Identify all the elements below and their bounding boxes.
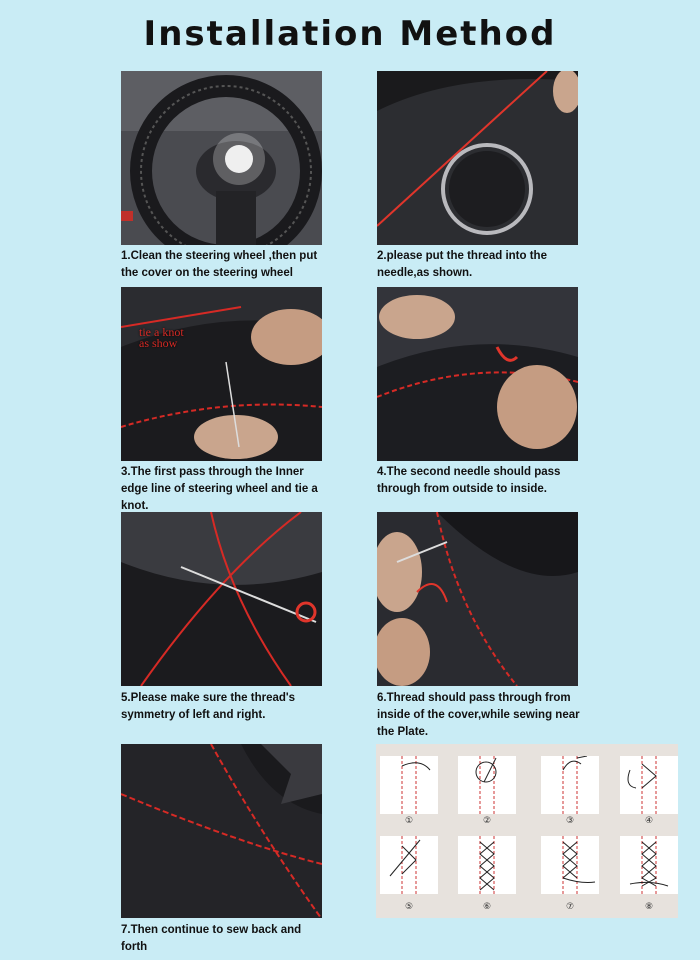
step-3-caption: 3.The first pass through the Inner edge line of steering wheel and tie a knot.	[121, 466, 318, 512]
stitching-diagram	[376, 744, 678, 918]
diagram-step-5	[380, 836, 438, 894]
tie-knot-overlay: tie a knot as show	[139, 325, 184, 350]
diagram-step-3	[541, 756, 599, 814]
step-3-photo	[121, 287, 322, 461]
diagram-number-8: ⑧	[644, 902, 654, 912]
diagram-step-6	[458, 836, 516, 894]
page-title: Installation Method	[143, 14, 557, 54]
diagram-number-3: ③	[565, 816, 575, 826]
diagram-number-1: ①	[404, 816, 414, 826]
step-7-photo	[121, 744, 322, 918]
step-5-caption: 5.Please make sure the thread's symmetry of left and right.	[121, 692, 296, 721]
step-7-caption: 7.Then continue to sew back and forth	[121, 924, 302, 953]
step-6-photo	[377, 512, 578, 686]
step-2-caption: 2.please put the thread into the needle,as shown.	[377, 250, 547, 279]
diagram-number-4: ④	[644, 816, 654, 826]
step-1-photo	[121, 71, 322, 245]
step-6-caption: 6.Thread should pass through from inside of the cover,while sewing near the Plate.	[377, 692, 580, 738]
diagram-number-5: ⑤	[404, 902, 414, 912]
diagram-number-2: ②	[482, 816, 492, 826]
step-2-photo	[377, 71, 578, 245]
diagram-step-1	[380, 756, 438, 814]
step-5-photo	[121, 512, 322, 686]
step-4-photo	[377, 287, 578, 461]
diagram-number-7: ⑦	[565, 902, 575, 912]
step-4-caption: 4.The second needle should pass through from outside to inside.	[377, 466, 561, 495]
diagram-step-8	[620, 836, 678, 894]
diagram-number-6: ⑥	[482, 902, 492, 912]
diagram-step-4	[620, 756, 678, 814]
step-1-caption: 1.Clean the steering wheel ,then put the cover on the steering wheel	[121, 250, 318, 279]
diagram-step-7	[541, 836, 599, 894]
diagram-step-2	[458, 756, 516, 814]
